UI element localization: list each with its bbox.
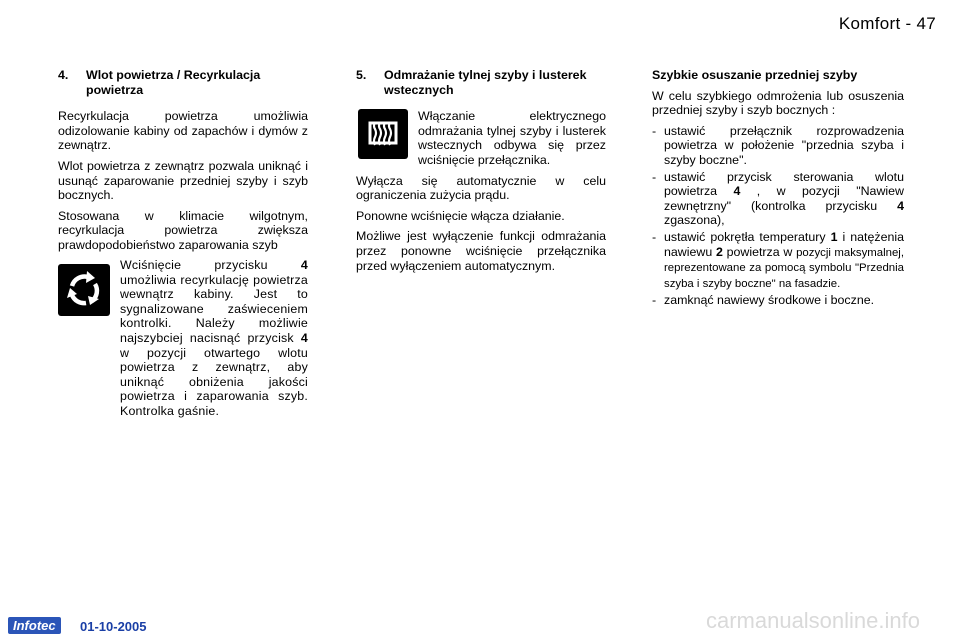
- page-title: Komfort - 47: [838, 14, 936, 33]
- fast-defog-heading: [652, 68, 904, 83]
- infotec-logo: Infotec: [8, 617, 61, 634]
- press-block: [120, 258, 308, 419]
- fast-defog-intro: W celu szybkiego odmrożenia lub osuszenia przedniej szyby i szyb bocznych :: [652, 88, 904, 118]
- fast-defog-title: Szybkie osuszanie przedniej szyby: [652, 68, 858, 82]
- list-item: [652, 170, 904, 228]
- item-3-num2: 2: [715, 244, 723, 259]
- item-2-end: zgaszona),: [664, 213, 725, 228]
- section-5: [356, 68, 606, 279]
- section-4-title: Wlot powietrza / Recyrkulacja powietrza: [86, 68, 261, 97]
- item-2-num: 4: [733, 184, 741, 199]
- section-4-heading: [58, 68, 308, 97]
- item-2-pre: ustawić przycisk sterowania wlotu powietrza: [664, 169, 904, 199]
- section-5-paragraph-1: Włączanie elektrycznego odmrażania tylnej szyby i lusterek wstecznych odbywa się przez wciśnięcie przełącznika.: [418, 109, 606, 167]
- section-4-paragraph-3: Stosowana w klimacie wilgotnym, recyrkulacja powietrza zwiększa prawdopodobieństwo zaparowania szyb: [58, 208, 308, 252]
- section-5-paragraph-4: Możliwe jest wyłączenie funkcji odmrażania przez ponowne wciśnięcie przełącznika przed wyłączeniem automatycznym.: [356, 229, 606, 273]
- section-5-heading: [356, 68, 606, 97]
- section-5-paragraph-3: Ponowne wciśnięcie włącza działanie.: [356, 208, 565, 223]
- list-item-text: [664, 230, 904, 291]
- list-item-text: zamknąć nawiewy środkowe i boczne.: [664, 293, 875, 308]
- section-5-number: 5.: [356, 68, 367, 82]
- button-number-4: 4: [300, 258, 308, 272]
- item-3-small: pozycji maksymalnej, reprezentowane za pomocą symbolu "Przednia szyba i szyby boczne" na fasadzie.: [664, 246, 905, 290]
- item-3-mid: i natężenia nawiewu: [664, 229, 904, 259]
- list-item: [652, 293, 904, 308]
- fast-defog-list: [652, 124, 904, 308]
- button-number-4b: 4: [300, 330, 308, 345]
- list-item: [652, 230, 904, 291]
- footer-date: 01-10-2005: [80, 619, 147, 634]
- rear-defrost-icon: [358, 109, 408, 159]
- list-dash: -: [652, 229, 657, 244]
- section-4-paragraph-2: Wlot powietrza z zewnątrz pozwala uniknąć i usunąć zaparowanie przedniej szyby i szyb bocznych.: [58, 158, 308, 203]
- list-dash: -: [652, 123, 657, 138]
- section-4-paragraph-1: Recyrkulacja powietrza umożliwia odizolowanie kabiny od zapachów i dymów z zewnątrz.: [58, 109, 308, 153]
- watermark: carmanualsonline.info: [705, 608, 920, 633]
- section-5-title: Odmrażanie tylnej szyby i lusterek wstecznych: [384, 68, 587, 97]
- list-dash: -: [652, 169, 657, 184]
- press-post: umożliwia recyrkulację powietrza wewnątrz kabiny. Jest to sygnalizowane zaświeceniem kontrolki. Należy możliwie najszybciej nacisnąć przycisk: [120, 272, 308, 345]
- section-5-paragraph-2: Wyłącza się automatycznie w celu ograniczenia zużycia prądu.: [356, 173, 606, 203]
- section-4: [58, 68, 308, 259]
- list-item-text: ustawić przełącznik rozprowadzenia powietrza w położenie "przednia szyba i szyby boczne".: [664, 123, 904, 167]
- item-2-num2: 4: [897, 198, 904, 213]
- list-item: [652, 124, 904, 168]
- section-4-press-text: [58, 258, 308, 419]
- section-fast-defog: [652, 68, 904, 310]
- item-2-post: , w pozycji "Nawiew zewnętrzny" (kontrolka przycisku: [664, 184, 904, 213]
- item-3-post: powietrza w: [722, 244, 797, 259]
- list-dash: -: [652, 293, 657, 308]
- press-end: w pozycji otwartego wlotu powietrza z zewnątrz, aby uniknąć obniżenia jakości powietrza i zaparowania szyb. Kontrolka gaśnie.: [120, 345, 308, 418]
- list-item-text: [664, 170, 904, 228]
- item-3-pre: ustawić pokrętła temperatury: [664, 229, 831, 244]
- section-4-number: 4.: [58, 68, 69, 82]
- press-pre: Wciśnięcie przycisku: [120, 258, 301, 272]
- item-3-num: 1: [830, 229, 838, 244]
